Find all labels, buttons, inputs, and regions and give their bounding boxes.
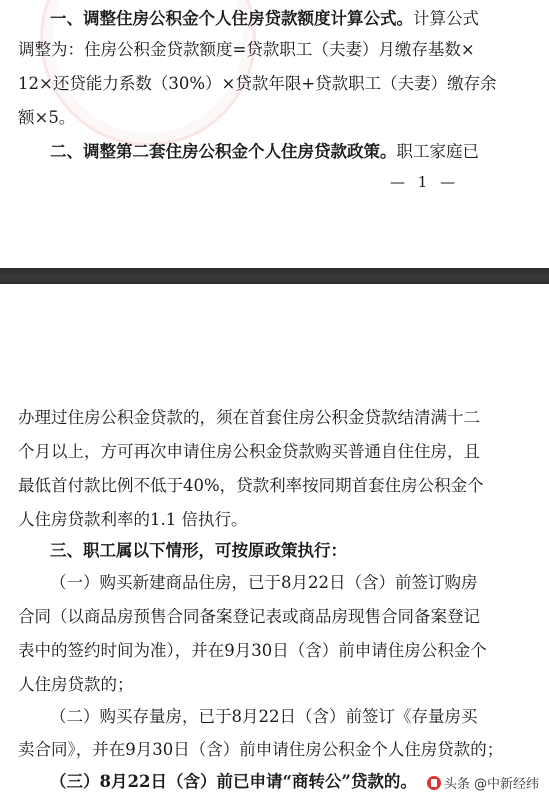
paragraph-line: 合同（以商品房预售合同备案登记表或商品房现售合同备案登记 (18, 607, 480, 626)
watermark-text: 头条 @中新经纬 (443, 777, 539, 792)
paragraph-line: 个月以上，方可再次申请住房公积金贷款购买普通自住住房，且 (18, 442, 480, 461)
document-page-2 (0, 284, 549, 799)
toutiao-logo-icon (427, 776, 441, 790)
paragraph-line: 表中的签约时间为准），并在9月30日（含）前申请住房公积金个 (18, 641, 487, 660)
paragraph-line: 办理过住房公积金贷款的，须在首套住房公积金贷款结清满十二 (18, 408, 480, 427)
document-page-1 (0, 0, 549, 268)
paragraph-line: 卖合同》，并在9月30日（含）前申请住房公积金个人住房贷款的； (18, 740, 504, 759)
paragraph-line: 最低首付款比例不低于40%，贷款利率按同期首套住房公积金个 (18, 476, 484, 495)
paragraph-line: 调整为：住房公积金贷款额度=贷款职工（夫妻）月缴存基数× (18, 40, 475, 59)
paragraph-line: 人住房贷款的； (18, 675, 134, 694)
section-heading: 三、职工属以下情形，可按原政策执行： (50, 541, 347, 560)
paragraph-line: 12×还贷能力系数（30%）×贷款年限+贷款职工（夫妻）缴存余 (18, 74, 497, 93)
paragraph-line: （三）8月22日（含）前已申请“商转公”贷款的。 (50, 772, 417, 791)
source-watermark (423, 772, 543, 793)
paragraph-line: 额×5。 (18, 108, 76, 127)
paragraph-line: 一、调整住房公积金个人住房贷款额度计算公式。计算公式 (50, 9, 479, 28)
paragraph-line: （二）购买存量房，已于8月22日（含）前签订《存量房买 (50, 707, 478, 726)
page-break-divider (0, 268, 549, 284)
paragraph-line: 二、调整第二套住房公积金个人住房贷款政策。职工家庭已 (50, 142, 479, 161)
paragraph-line: 人住房贷款利率的1.1 倍执行。 (18, 510, 248, 529)
page-number: — 1 — (390, 173, 460, 191)
paragraph-line: （一）购买新建商品住房，已于8月22日（含）前签订购房 (50, 573, 478, 592)
